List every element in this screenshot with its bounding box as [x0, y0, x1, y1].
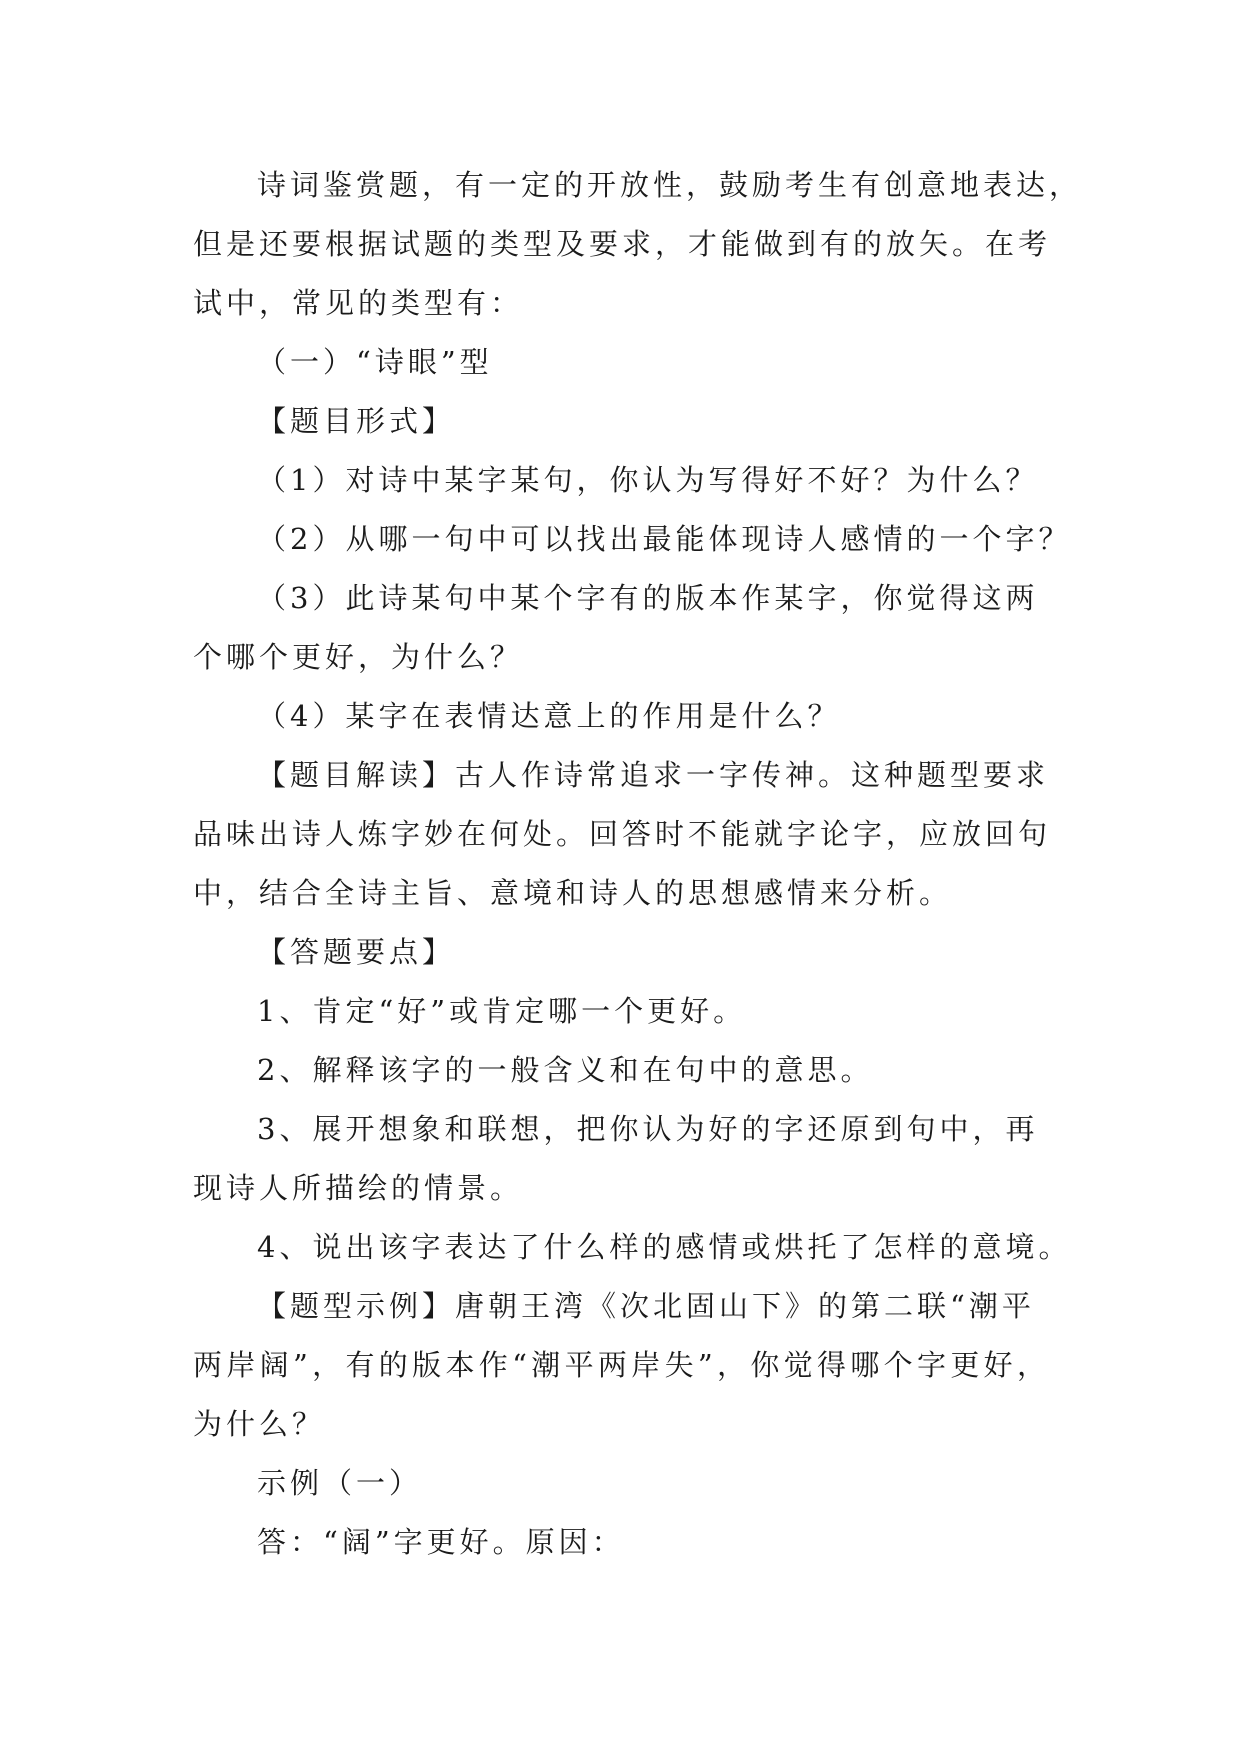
example-one-heading: 示例（一）	[257, 1466, 423, 1500]
heading-question-form: 【题目形式】	[257, 404, 456, 438]
paragraph-intro-line-1: 诗词鉴赏题，有一定的开放性，鼓励考生有创意地表达，	[257, 168, 1083, 202]
paragraph-intro-line-2: 但是还要根据试题的类型及要求，才能做到有的放矢。在考	[193, 227, 1052, 261]
example-question-line-2: 两岸阔”，有的版本作“潮平两岸失”，你觉得哪个字更好，	[193, 1348, 1050, 1382]
answer-point-3-line-2: 现诗人所描绘的情景。	[193, 1171, 524, 1205]
question-interpretation-line-1: 【题目解读】古人作诗常追求一字传神。这种题型要求	[257, 758, 1050, 792]
question-form-item-3-line-1: （3）此诗某句中某个字有的版本作某字，你觉得这两	[257, 581, 1039, 615]
document-body	[193, 156, 1083, 1572]
answer-point-2: 2、解释该字的一般含义和在句中的意思。	[257, 1053, 874, 1087]
question-form-item-2: （2）从哪一句中可以找出最能体现诗人感情的一个字？	[257, 522, 1072, 556]
example-question-line-1: 【题型示例】唐朝王湾《次北固山下》的第二联“潮平	[257, 1289, 1035, 1323]
answer-point-3-line-1: 3、展开想象和联想，把你认为好的字还原到句中，再	[257, 1112, 1039, 1146]
heading-answer-points: 【答题要点】	[257, 935, 456, 969]
example-question-line-3: 为什么？	[193, 1407, 326, 1441]
question-interpretation-line-3: 中，结合全诗主旨、意境和诗人的思想感情来分析。	[193, 876, 953, 910]
question-form-item-1: （1）对诗中某字某句，你认为写得好不好？为什么？	[257, 463, 1039, 497]
paragraph-intro-line-3: 试中，常见的类型有：	[193, 286, 524, 320]
answer-point-1: 1、肯定“好”或肯定哪一个更好。	[257, 994, 747, 1028]
question-form-item-3-line-2: 个哪个更好，为什么？	[193, 640, 524, 674]
example-one-answer: 答：“阔”字更好。原因：	[257, 1525, 625, 1559]
answer-point-4: 4、说出该字表达了什么样的感情或烘托了怎样的意境。	[257, 1230, 1072, 1264]
section-heading-shiyan: （一）“诗眼”型	[257, 345, 493, 379]
question-form-item-4: （4）某字在表情达意上的作用是什么？	[257, 699, 841, 733]
question-interpretation-line-2: 品味出诗人炼字妙在何处。回答时不能就字论字，应放回句	[193, 817, 1052, 851]
